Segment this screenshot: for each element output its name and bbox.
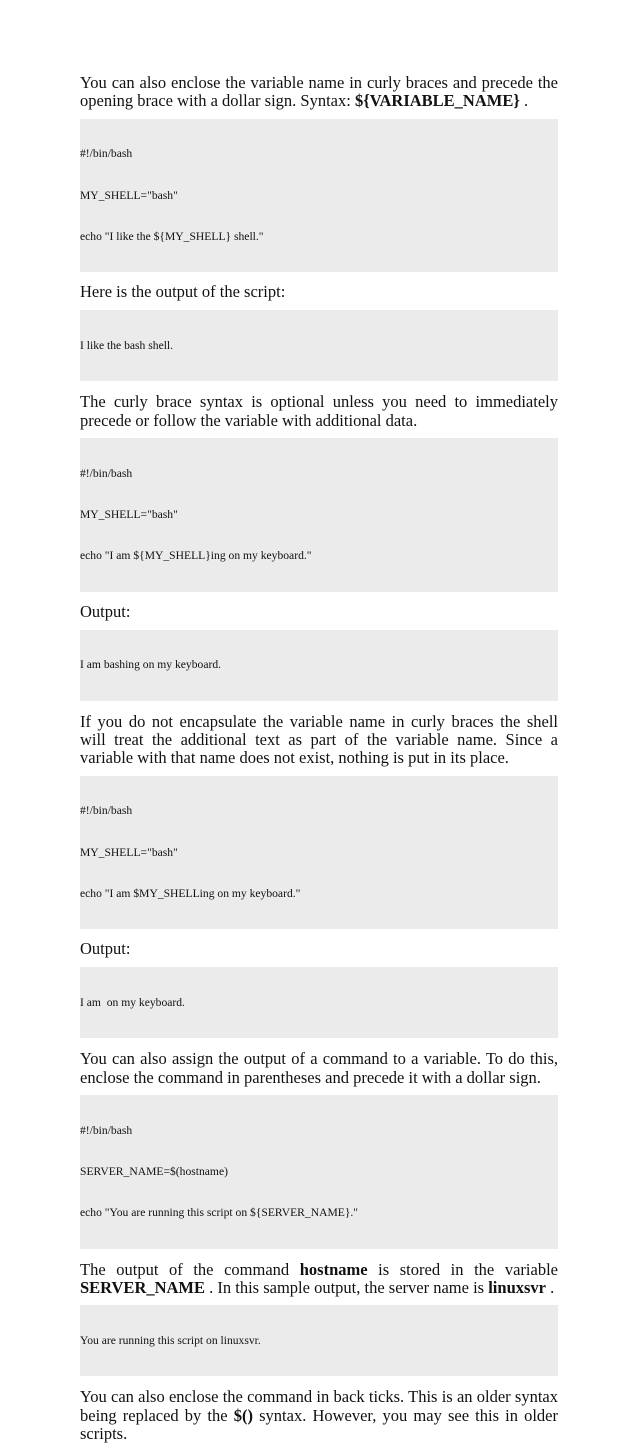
code-block-hostname-example xyxy=(80,1095,558,1249)
output-block-empty xyxy=(80,967,558,1038)
paragraph-back-ticks xyxy=(80,1388,558,1443)
paragraph-text: is stored in the variable xyxy=(367,1259,558,1279)
paragraph-text: You can also enclose the command in back ticks. This is an older syntax being replaced by the xyxy=(80,1387,558,1425)
code-block-no-braces-example xyxy=(80,776,558,930)
server-name-value: linuxsvr xyxy=(488,1277,546,1297)
code-line: echo "I am $MY_SHELLing on my keyboard." xyxy=(80,886,301,900)
code-line: MY_SHELL="bash" xyxy=(80,507,178,521)
paragraph-output-intro: Here is the output of the script: xyxy=(80,282,286,302)
output-line: I like the bash shell. xyxy=(80,338,174,352)
output-line: I am bashing on my keyboard. xyxy=(80,658,222,672)
paragraph-text: . xyxy=(519,91,529,111)
paragraph-text: The output of the command xyxy=(80,1259,300,1279)
paragraph-text: . xyxy=(546,1277,555,1297)
output-line: I am on my keyboard. xyxy=(80,995,185,1009)
code-line: MY_SHELL="bash" xyxy=(80,845,178,859)
code-line: echo "I am ${MY_SHELL}ing on my keyboard." xyxy=(80,549,312,563)
code-line: #!/bin/bash xyxy=(80,147,133,161)
label-output: Output: xyxy=(80,601,131,621)
output-block-bashing xyxy=(80,630,558,701)
code-block-curly-example xyxy=(80,119,558,273)
code-line: SERVER_NAME=$(hostname) xyxy=(80,1164,228,1178)
paragraph-curly-braces-intro xyxy=(80,74,558,111)
paragraph-command-substitution: You can also assign the output of a command to a variable. To do this, enclose the command in parentheses and precede it with a dollar sign. xyxy=(80,1049,558,1087)
paragraph-text: . In this sample output, the server name is xyxy=(205,1277,489,1297)
output-line: You are running this script on linuxsvr. xyxy=(80,1333,261,1347)
paragraph-hostname-output xyxy=(80,1261,558,1298)
command-hostname: hostname xyxy=(299,1259,368,1279)
syntax-dollar-paren: $() xyxy=(233,1405,253,1425)
label-output: Output: xyxy=(80,939,131,959)
output-block-like-bash xyxy=(80,310,558,381)
paragraph-text: You can also enclose the variable name in curly braces and precede the opening brace with a dollar sign. Syntax: xyxy=(80,73,558,111)
code-line: echo "I like the ${MY_SHELL} shell." xyxy=(80,229,264,243)
variable-server-name: SERVER_NAME xyxy=(80,1277,206,1297)
code-line: #!/bin/bash xyxy=(80,466,133,480)
paragraph-text: syntax. However, you may see this in older scripts. xyxy=(80,1405,558,1443)
code-block-bashing-example xyxy=(80,438,558,592)
code-line: echo "You are running this script on ${SERVER_NAME}." xyxy=(80,1206,359,1220)
paragraph-no-encapsulation: If you do not encapsulate the variable name in curly braces the shell will treat the additional text as part of the variable name. Since a variable with that name does not exist, nothing is put in its place. xyxy=(80,711,558,768)
code-line: #!/bin/bash xyxy=(80,804,133,818)
code-line: #!/bin/bash xyxy=(80,1123,133,1137)
output-block-hostname xyxy=(80,1305,558,1376)
syntax-variable-name: ${VARIABLE_NAME} xyxy=(354,91,520,111)
code-line: MY_SHELL="bash" xyxy=(80,188,178,202)
paragraph-curly-optional: The curly brace syntax is optional unless you need to immediately precede or follow the variable with additional data. xyxy=(80,392,558,430)
